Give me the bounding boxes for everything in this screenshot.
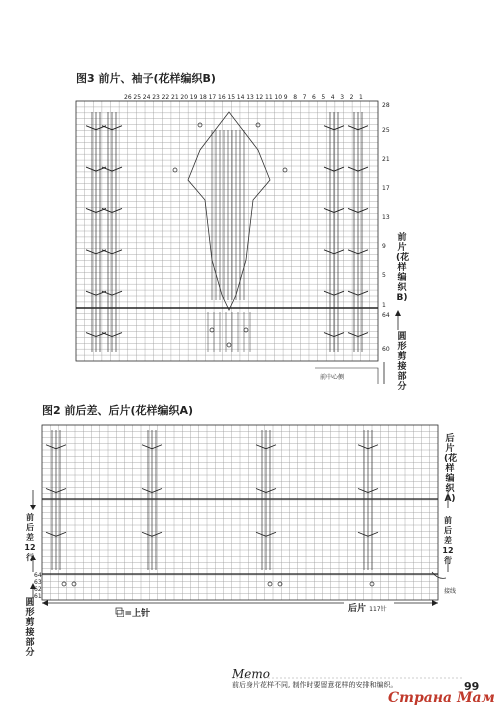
vertical-label-char: 形 xyxy=(397,342,407,352)
row-label: 64 xyxy=(34,572,42,579)
memo-title: Memo xyxy=(232,667,270,681)
col-label: 23 xyxy=(152,94,160,101)
vertical-label-char: 编 xyxy=(445,474,455,484)
chart3-side-label xyxy=(396,233,408,303)
row-label: 63 xyxy=(34,579,42,586)
col-label: 14 xyxy=(236,94,245,101)
col-label: 4 xyxy=(330,94,335,101)
stitch-count-label: 后片 xyxy=(348,604,367,614)
col-label: 22 xyxy=(161,94,170,101)
row-label: 61 xyxy=(34,593,42,600)
vertical-label-char: 形 xyxy=(25,608,35,618)
chart3-bottom-side-label xyxy=(396,332,408,392)
chart2-left-diff-label xyxy=(24,513,36,563)
col-label: 6 xyxy=(312,94,316,101)
vertical-label-char: 后 xyxy=(444,526,452,535)
col-label: 20 xyxy=(180,94,189,101)
vertical-label-char: 差 xyxy=(444,536,452,545)
vertical-label-char: 差 xyxy=(26,533,34,542)
vertical-label-char: 后 xyxy=(445,434,455,444)
col-label: 21 xyxy=(171,94,179,101)
vertical-label-char: 织 xyxy=(445,484,455,494)
page-number: 99 xyxy=(464,680,480,693)
watermark-logo xyxy=(388,690,495,706)
chart2-join-label: 接线 xyxy=(444,588,457,595)
col-label: 19 xyxy=(189,94,198,101)
col-label: 8 xyxy=(293,94,298,101)
chart3-arrow-head xyxy=(395,310,401,316)
vertical-label-char: 前 xyxy=(26,513,34,522)
col-label: 13 xyxy=(246,94,254,101)
yarn-over-symbol xyxy=(72,582,76,586)
row-label: 21 xyxy=(382,156,390,163)
vertical-label-char: 后 xyxy=(26,523,34,532)
leaf-motif-outline xyxy=(188,112,270,310)
chart2-right-diff-label xyxy=(442,516,454,566)
col-label: 12 xyxy=(255,94,264,101)
col-label: 7 xyxy=(302,94,307,101)
yarn-over-symbol xyxy=(227,343,231,347)
watermark-text: Страна Мам xyxy=(388,690,495,706)
row-label: 5 xyxy=(382,272,386,279)
vertical-label-char: 剪 xyxy=(397,352,407,362)
vertical-label-char: 分 xyxy=(25,648,35,658)
vertical-label-char: A) xyxy=(444,494,456,504)
vertical-label-char: 前 xyxy=(444,516,452,525)
vertical-label-char: 接 xyxy=(397,362,407,372)
chart2-side-label xyxy=(444,434,456,504)
col-label: 5 xyxy=(321,94,326,101)
col-label: 11 xyxy=(265,94,273,101)
row-label: 28 xyxy=(382,102,390,109)
stitch-count-value: 117针 xyxy=(369,606,387,613)
chart3-center-label: 前中心侧 xyxy=(320,374,345,381)
vertical-label-char: 片 xyxy=(397,243,407,253)
vertical-label-char: (花 xyxy=(396,253,410,263)
vertical-label-char: 部 xyxy=(25,638,35,648)
vertical-label-char: 片 xyxy=(445,444,455,454)
stitch-count-arrow xyxy=(432,600,438,606)
col-label: 25 xyxy=(133,94,142,101)
chart2-stitch-count xyxy=(348,601,387,614)
vertical-label-char: 剪 xyxy=(25,618,35,628)
col-label: 1 xyxy=(359,94,363,101)
col-label: 18 xyxy=(199,94,207,101)
vertical-label-char: 圆 xyxy=(397,332,407,342)
yarn-over-symbol xyxy=(173,168,177,172)
row-label: 9 xyxy=(382,243,386,250)
yarn-over-symbol xyxy=(62,582,66,586)
yarn-over-symbol xyxy=(283,168,287,172)
vertical-label-char: 分 xyxy=(397,382,407,392)
chart2-bottom-left-label xyxy=(24,598,36,658)
vertical-label-char: 样 xyxy=(445,464,455,474)
col-label: 15 xyxy=(227,94,236,101)
vertical-label-char: 12 xyxy=(24,543,36,552)
col-label: 10 xyxy=(274,94,283,101)
vertical-label-char: 行 xyxy=(26,553,34,562)
vertical-label-char: (花 xyxy=(444,454,458,464)
col-label: 3 xyxy=(340,94,345,101)
row-label: 17 xyxy=(382,185,390,192)
vertical-label-char: 样 xyxy=(397,263,407,273)
chart2-title: 图2 前后差、后片(花样编织A) xyxy=(42,404,194,417)
vertical-label-char: 12 xyxy=(442,546,454,555)
row-label: 62 xyxy=(34,586,42,593)
row-label: 25 xyxy=(382,127,390,134)
row-label: 64 xyxy=(382,312,390,319)
col-label: 2 xyxy=(349,94,354,101)
vertical-label-char: 部 xyxy=(397,372,407,382)
col-label: 16 xyxy=(218,94,226,101)
col-label: 17 xyxy=(208,94,217,101)
stitch-count-arrow xyxy=(42,600,48,606)
row-label: 60 xyxy=(382,346,390,353)
yarn-over-symbol xyxy=(256,123,260,127)
chart2-legend: □=上针 xyxy=(116,609,151,619)
vertical-label-char: 圆 xyxy=(25,598,35,608)
yarn-over-symbol xyxy=(198,123,202,127)
chart3-title: 图3 前片、袖子(花样编织B) xyxy=(76,72,216,85)
vertical-label-char: 织 xyxy=(397,283,407,293)
col-label: 24 xyxy=(142,94,151,101)
vertical-label-char: 行 xyxy=(444,556,452,565)
memo-text: 前后身片花样不同, 制作时要留意花样的安排和编织。 xyxy=(232,681,398,689)
left-arrow-head xyxy=(30,505,36,510)
yarn-over-symbol xyxy=(268,582,272,586)
vertical-label-char: 前 xyxy=(397,233,407,243)
row-label: 1 xyxy=(382,302,386,309)
vertical-label-char: 编 xyxy=(397,273,407,283)
col-label: 26 xyxy=(124,94,132,101)
vertical-label-char: B) xyxy=(396,293,408,303)
col-label: 9 xyxy=(283,94,288,101)
row-label: 13 xyxy=(382,214,390,221)
vertical-label-char: 接 xyxy=(25,628,35,638)
